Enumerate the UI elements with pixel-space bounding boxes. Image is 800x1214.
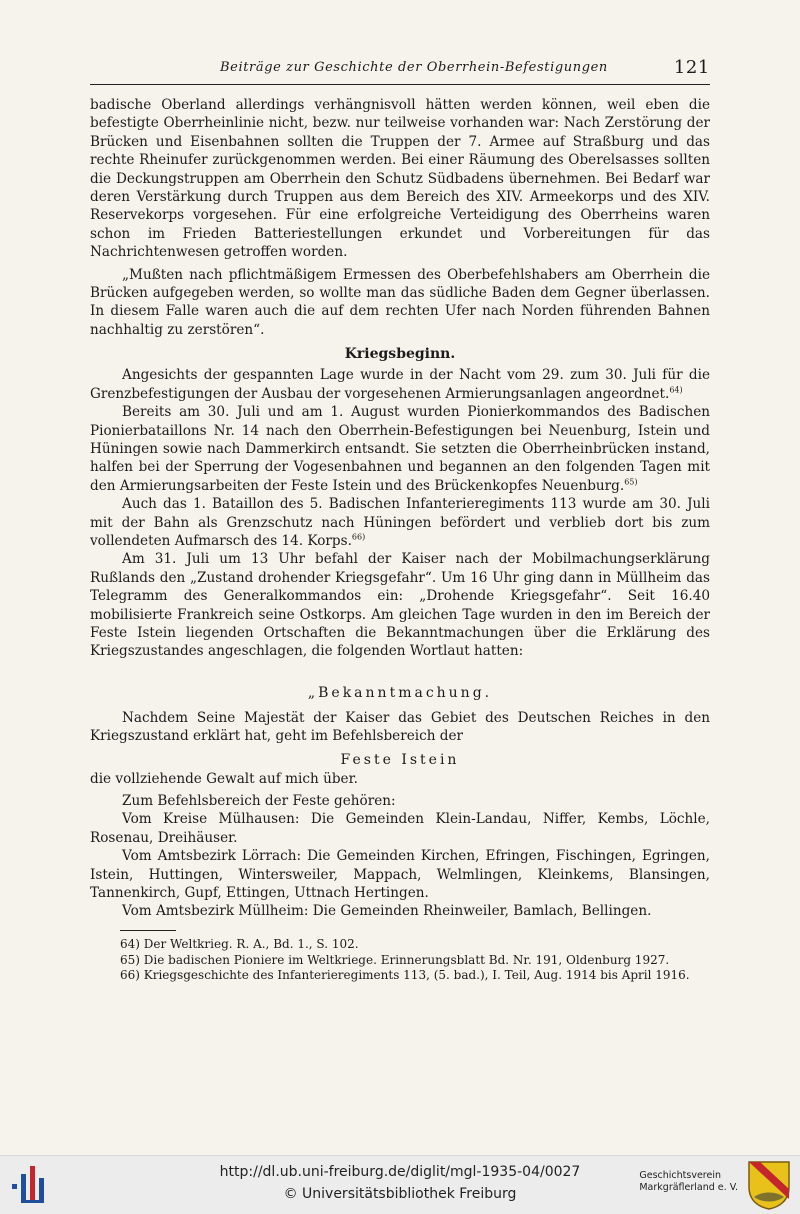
paragraph-3 xyxy=(90,366,710,403)
paragraph-6: Am 31. Juli um 13 Uhr befahl der Kaiser nach der Mobilmachungserklärung Rußlands den „Zustand drohender Kriegsgefahr“. Um 16 Uhr ging dann in Müllheim das Telegramm des Generalkommandos ein: „Drohende Kriegsgefahr“. Seit 16.40 mobilisierte Frankreich seine Ostkorps. Am gleichen Tage wurden in den im Bereich der Feste Istein liegenden Ortschaften die Bekanntmachungen über die Erklärung des Kriegszustandes angeschlagen, die folgenden Wortlaut hatten: xyxy=(90,551,710,660)
feste-istein-title: Feste Istein xyxy=(340,751,460,768)
society-line-1: Geschichtsverein xyxy=(639,1170,721,1181)
section-heading: Kriegsbeginn. xyxy=(344,346,456,363)
header-rule xyxy=(90,84,710,85)
footnote-rule xyxy=(120,930,176,931)
paragraph-3-text: Angesichts der gespannten Lage wurde in der Nacht vom 29. zum 30. Juli für die Grenzbefestigungen der Ausbau der vorgesehenen Armierungsanlagen angeordnet. xyxy=(90,367,710,402)
quote-paragraph: „Mußten nach pflichtmäßigem Ermessen des Oberbefehlshabers am Oberrhein die Brücken aufgegeben werden, so wollte man das südliche Baden dem Gegner überlassen. In diesem Falle waren auch die auf dem rechten Ufer nach Norden führenden Bahnen nachhaltig zu zerstören“. xyxy=(90,266,710,338)
paragraph-9: Zum Befehlsbereich der Feste gehören: xyxy=(122,793,396,809)
paragraph-8: die vollziehende Gewalt auf mich über. xyxy=(90,770,358,787)
society-line-2: Markgräflerland e. V. xyxy=(639,1182,738,1193)
body-text xyxy=(90,96,710,921)
paragraph-5-text: Auch das 1. Bataillon des 5. Badischen Infanterieregiments 113 wurde am 30. Juli mit der Bahn als Grenzschutz nach Hüningen befördert und verblieb dort bis zum vollendeten Aufmarsch des 14. Korps. xyxy=(90,496,710,549)
announcement-title: „Bekanntmachung. xyxy=(307,684,493,701)
paragraph-4-text: Bereits am 30. Juli und am 1. August wurden Pionierkommandos des Badischen Pionierbataillons Nr. 14 nach den Oberrhein-Befestigungen bei Neuenburg, Istein und Hüningen sowie nach Dammerkirch entsandt. Sie setzten die Oberrheinbrücken instand, halfen bei der Sperrung der Vogesenbahnen und begannen an den folgenden Tagen mit den Armierungsarbeiten der Feste Istein und des Brückenkopfes Neuenburg. xyxy=(90,404,710,494)
footnote-ref-64[interactable]: 64) xyxy=(669,385,683,395)
copyright-notice: © Universitätsbibliothek Freiburg xyxy=(283,1186,517,1202)
footnote-ref-66[interactable]: 66) xyxy=(351,532,366,542)
running-title: Beiträge zur Geschichte der Oberrhein-Befestigungen xyxy=(220,60,608,75)
paragraph-11: Vom Amtsbezirk Lörrach: Die Gemeinden Kirchen, Efringen, Fischingen, Egringen, Istein, Huttingen, Wintersweiler, Mappach, Welmlingen, Kleinkems, Blansingen, Tannenkirch, Gupf, Ettingen, Uttnach Hertingen. xyxy=(90,848,710,902)
paragraph-5 xyxy=(90,495,710,550)
running-head xyxy=(90,57,710,80)
paragraph-10: Vom Kreise Mülhausen: Die Gemeinden Klein-Landau, Niffer, Kembs, Löchle, Rosenau, Dreihäuser. xyxy=(90,811,710,846)
footnote-ref-65[interactable]: 65) xyxy=(624,477,638,487)
society-name[interactable] xyxy=(639,1170,738,1194)
paragraph-12: Vom Amtsbezirk Müllheim: Die Gemeinden Rheinweiler, Bamlach, Bellingen. xyxy=(122,903,652,920)
paragraph-4 xyxy=(90,403,710,495)
viewer-footer xyxy=(0,1155,800,1214)
document-url[interactable]: http://dl.ub.uni-freiburg.de/diglit/mgl-1935-04/0027 xyxy=(219,1164,581,1180)
paragraph-7: Nachdem Seine Majestät der Kaiser das Gebiet des Deutschen Reiches in den Kriegszustand erklärt hat, geht im Befehlsbereich der xyxy=(90,709,710,745)
society-crest-icon[interactable] xyxy=(746,1159,792,1211)
page-number: 121 xyxy=(673,57,710,78)
footnote-66: 66) Kriegsgeschichte des Infanterieregiments 113, (5. bad.), I. Teil, Aug. 1914 bis April 1916. xyxy=(120,968,690,982)
footnote-64: 64) Der Weltkrieg. R. A., Bd. 1., S. 102. xyxy=(120,937,359,951)
paragraph-1: badische Oberland allerdings verhängnisvoll hätten werden können, weil eben die befestigte Oberrheinlinie nicht, bezw. nur teilweise vorhanden war: Nach Zerstörung der Brücken und Eisenbahnen sollten die Truppen der 7. Armee auf Straßburg und das rechte Rheinufer zurückgenommen werden. Bei einer Räumung des Oberelsasses sollten die Deckungstruppen am Oberrhein den Schutz Südbadens übernehmen. Bei Bedarf war deren Verstärkung durch Truppen aus dem Bereich des XIV. Armeekorps und des XIV. Reservekorps vorgesehen. Für eine erfolgreiche Verteidigung des Oberrheins waren schon im Frieden Batteriestellungen erkundet und Vorbereitungen für das Nachrichtenwesen getroffen worden. xyxy=(90,97,710,261)
footnotes xyxy=(90,937,710,984)
footnote-65: 65) Die badischen Pioniere im Weltkriege. Erinnerungsblatt Bd. Nr. 191, Oldenburg 1927. xyxy=(120,952,670,967)
